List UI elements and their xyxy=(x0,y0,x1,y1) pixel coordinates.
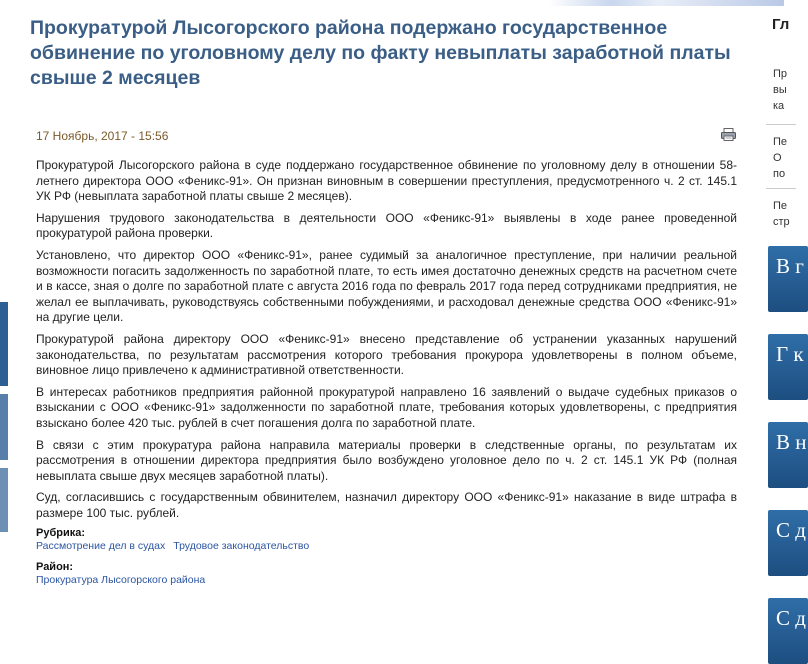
district-section xyxy=(36,561,737,587)
sidebar-tile-text: В г xyxy=(776,254,804,278)
sidebar-tile-text: Г к xyxy=(776,342,804,366)
article-paragraph: В связи с этим прокуратура района направила материалы проверки в следственные органы, по результатам их рассмотрения в отношении директора предприятия было возбуждено уголовное дело по ч. 2 ст. 145.1 УК РФ (полная невыплата свыше двух месяцев заработной платы). xyxy=(36,437,737,483)
printer-icon[interactable] xyxy=(721,128,736,141)
sidebar-banner-tile[interactable] xyxy=(768,510,808,576)
sidebar-news-text: Пе xyxy=(773,200,788,212)
rubric-link-court-cases[interactable]: Рассмотрение дел в судах xyxy=(36,540,166,553)
left-edge-decoration xyxy=(0,394,8,460)
article-meta xyxy=(36,127,736,145)
sidebar-news-text: вы xyxy=(773,84,787,96)
sidebar-news-text: по xyxy=(773,168,786,180)
sidebar-tile-text: В н xyxy=(776,430,807,454)
article-paragraph: Суд, согласившись с государственным обвинителем, назначил директору ООО «Феникс-91» наказание в виде штрафа в размере 100 тыс. рублей. xyxy=(36,490,737,520)
rubric-label: Рубрика: xyxy=(36,527,86,540)
left-edge-decoration xyxy=(0,302,8,386)
sidebar-divider xyxy=(766,188,796,189)
sidebar-title: Гл xyxy=(772,16,790,33)
sidebar-news-text: ка xyxy=(773,100,785,112)
article-paragraph: Прокуратурой района директору ООО «Феникс-91» внесено представление об устранении указанных нарушений законодательства, по результатам рассмотрения которого требования прокурора удовлетворены в полном объеме, виновное лицо привлечено к административной ответственности. xyxy=(36,331,737,378)
sidebar-news-item[interactable] xyxy=(773,66,787,114)
article-paragraph: Нарушения трудового законодательства в деятельности ООО «Феникс-91» выявлены в ходе ранее проведенной прокуратурой района проверки. xyxy=(36,210,737,241)
article-paragraph: В интересах работников предприятия районной прокуратурой направлено 16 заявлений о выдаче судебных приказов о взыскании с ООО «Феникс-91» задолженности по заработной плате, требования которых удовлетворены, с предприятия взыскано более 420 тыс. рублей в счет погашения долга по заработной плате. xyxy=(36,384,737,430)
district-label: Район: xyxy=(36,561,74,574)
top-banner-strip xyxy=(0,0,784,6)
sidebar-banner-tile[interactable] xyxy=(768,334,808,400)
sidebar-banner-tile[interactable] xyxy=(768,422,808,488)
article-date: 17 Ноябрь, 2017 - 15:56 xyxy=(36,129,169,143)
article-title: Прокуратурой Лысогорского района подержано государственное обвинение по уголовному делу по факту невыплаты заработной платы свыше 2 месяцев xyxy=(30,17,731,89)
article-paragraph: Прокуратурой Лысогорского района в суде поддержано государственное обвинение по уголовному делу в отношении 58-летнего директора ООО «Феникс-91». Он признан виновным в совершении преступления, предусмотренного ч. 2 ст. 145.1 УК РФ (невыплата заработной платы свыше 2 месяцев). xyxy=(36,158,737,204)
sidebar-news-text: Пе xyxy=(773,136,788,148)
sidebar-banner-tile[interactable] xyxy=(768,246,808,312)
sidebar-news-text: О xyxy=(773,152,782,164)
article-body xyxy=(36,158,737,587)
rubric-section xyxy=(36,527,737,553)
sidebar-news-text: Пр xyxy=(773,68,788,80)
rubric-link-labor-law[interactable]: Трудовое законодательство xyxy=(173,540,310,553)
sidebar-news-item[interactable] xyxy=(773,198,790,230)
sidebar-divider xyxy=(766,124,796,125)
sidebar-tile-text: С д xyxy=(776,606,806,630)
article-paragraph: Установлено, что директор ООО «Феникс-91», ранее судимый за аналогичное преступление, при наличии реальной возможности погасить задолженность по заработной плате, то есть имея достаточно денежных средств на расчетном счете и в кассе, зная о долге по заработной плате с августа 2016 года по февраль 2017 года перед сотрудниками предприятия, не желал ее выплачивать, руководствуясь собственными побуждениями, и расходовал денежные средства ООО «Феникс-91» на другие цели. xyxy=(36,247,737,325)
left-edge-decoration xyxy=(0,468,8,532)
sidebar-banner-tile[interactable] xyxy=(768,598,808,664)
article xyxy=(26,10,744,91)
right-sidebar xyxy=(762,0,807,632)
district-link[interactable]: Прокуратура Лысогорского района xyxy=(36,574,206,587)
sidebar-news-item[interactable] xyxy=(773,134,787,182)
sidebar-news-text: стр xyxy=(773,216,790,228)
sidebar-tile-text: С д xyxy=(776,518,806,542)
